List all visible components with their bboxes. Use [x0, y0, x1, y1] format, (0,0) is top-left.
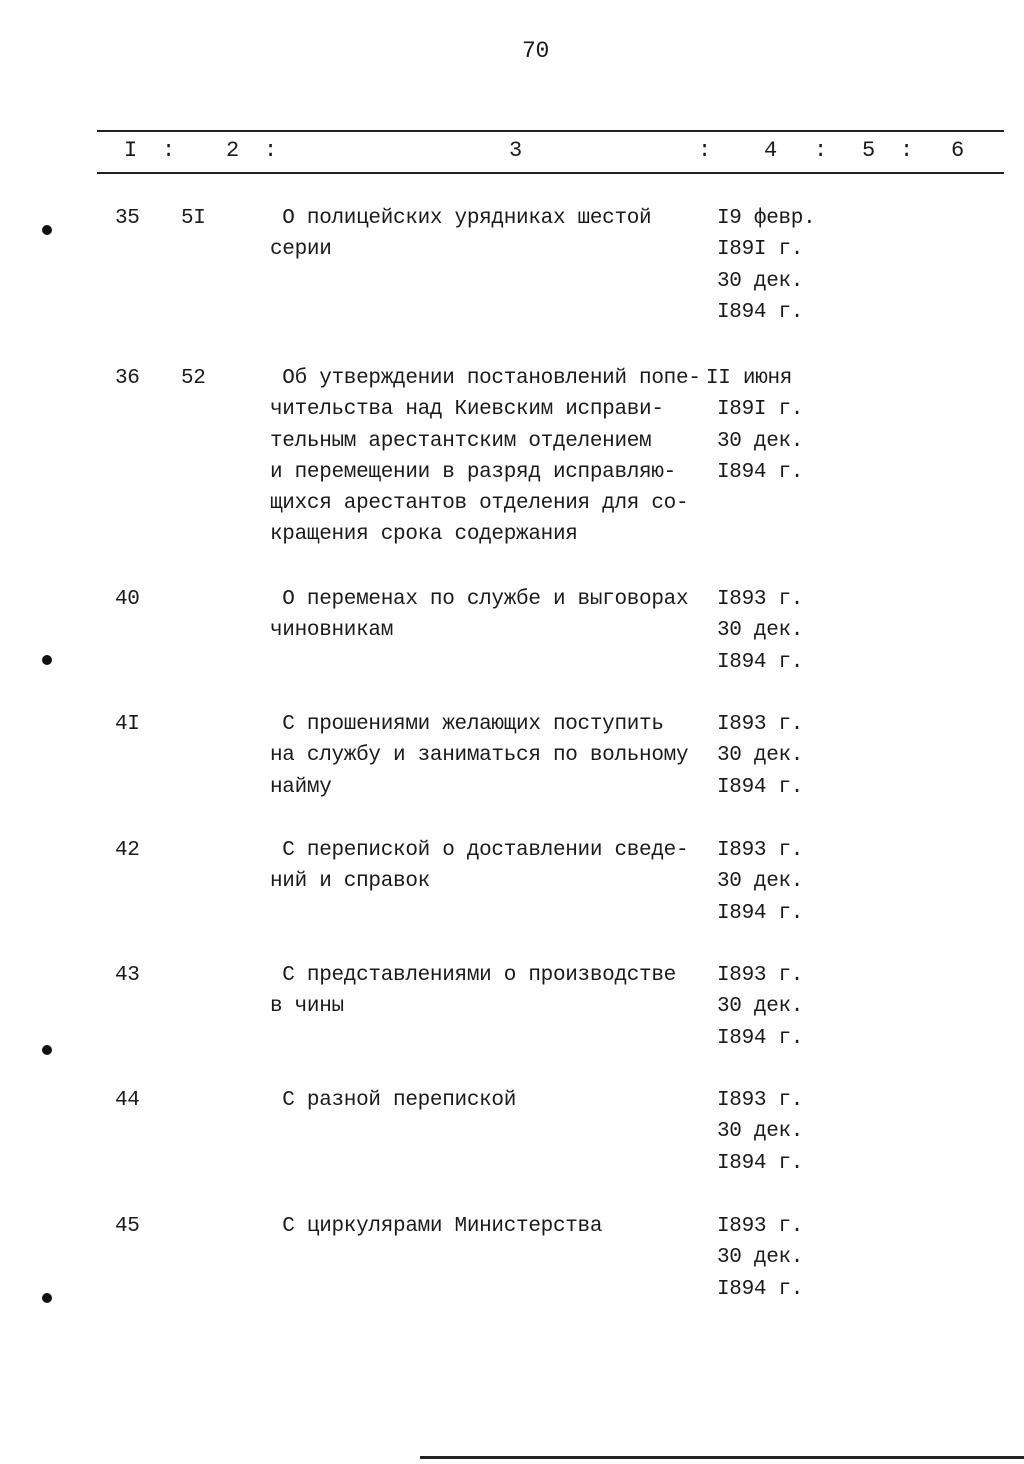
date-line: 30 дек.	[717, 744, 804, 768]
punch-hole-mark	[42, 1293, 52, 1303]
col-separator: :	[814, 138, 828, 163]
title-line: в чины	[270, 995, 344, 1019]
date-line: I894 г.	[717, 775, 804, 799]
col-separator: :	[162, 138, 176, 163]
old-number: 52	[181, 367, 206, 390]
entry-title	[270, 709, 688, 803]
entry-number: 40	[115, 588, 140, 611]
title-line: щихся арестантов отделения для со-	[270, 492, 689, 516]
date-line: I893 г.	[717, 588, 804, 611]
title-line: тельным арестантским отделением	[270, 429, 652, 453]
col-6-header: 6	[951, 138, 965, 163]
title-line: С прошениями желающих поступить	[270, 713, 664, 736]
date-line: 30 дек.	[717, 429, 804, 453]
date-line: I894 г.	[717, 1277, 804, 1301]
entry-number: 43	[115, 964, 140, 987]
col-4-header: 4	[764, 138, 778, 163]
bottom-rule	[420, 1456, 1024, 1459]
old-number: 5I	[181, 207, 206, 230]
title-line: О переменах по службе и выговорах	[270, 588, 689, 611]
title-line: на службу и заниматься по вольному	[270, 744, 689, 768]
header-top-rule	[97, 130, 1004, 132]
col-3-header: 3	[509, 138, 523, 163]
entry-dates	[717, 1211, 803, 1305]
entry-title	[270, 203, 651, 266]
title-line: чительства над Киевским исправи-	[270, 398, 664, 422]
date-line: I894 г.	[717, 460, 804, 484]
entry-number: 36	[115, 367, 140, 390]
punch-hole-mark	[42, 225, 52, 235]
entry-dates	[717, 584, 803, 678]
col-5-header: 5	[862, 138, 876, 163]
title-line: ний и справок	[270, 870, 430, 894]
date-line: I89I г.	[717, 238, 804, 262]
title-line: Об утверждении постановлений попе-	[270, 367, 701, 390]
entry-number: 44	[115, 1089, 140, 1112]
entry-dates	[706, 363, 804, 488]
date-line: 30 дек.	[717, 870, 804, 894]
title-line: С представлениями о производстве	[270, 964, 676, 987]
page-number: 70	[522, 38, 550, 64]
date-line: I894 г.	[717, 650, 804, 674]
entry-dates	[717, 709, 803, 803]
entry-number: 45	[115, 1215, 140, 1238]
entry-title	[270, 835, 688, 898]
date-line: I894 г.	[717, 1151, 804, 1175]
punch-hole-mark	[42, 1045, 52, 1055]
col-separator: :	[264, 138, 278, 163]
col-1-header: I	[124, 138, 138, 163]
title-line: С перепиской о доставлении сведе-	[270, 839, 689, 862]
title-line: О полицейских урядниках шестой	[270, 207, 652, 230]
date-line: I894 г.	[717, 300, 804, 324]
date-line: I893 г.	[717, 839, 804, 862]
date-line: 30 дек.	[717, 1246, 804, 1270]
entry-number: 42	[115, 839, 140, 862]
date-line: 30 дек.	[717, 269, 804, 293]
date-line: I893 г.	[717, 1089, 804, 1112]
entry-dates	[717, 835, 803, 929]
date-line: I89I г.	[717, 398, 804, 422]
col-separator: :	[698, 138, 712, 163]
punch-hole-mark	[42, 655, 52, 665]
date-line: II июня	[706, 367, 793, 390]
title-line: С циркулярами Министерства	[270, 1215, 603, 1238]
entry-dates	[717, 960, 803, 1054]
entry-number: 4I	[115, 713, 140, 736]
title-line: кращения срока содержания	[270, 523, 578, 547]
entry-title	[270, 1085, 516, 1116]
header-bottom-rule	[97, 172, 1004, 174]
date-line: I9 февр.	[717, 207, 816, 230]
title-line: серии	[270, 238, 332, 262]
date-line: I894 г.	[717, 1026, 804, 1050]
title-line: С разной перепиской	[270, 1089, 517, 1112]
entry-dates	[717, 1085, 803, 1179]
entry-title	[270, 363, 701, 551]
title-line: найму	[270, 775, 332, 799]
date-line: 30 дек.	[717, 619, 804, 643]
entry-title	[270, 960, 676, 1023]
date-line: 30 дек.	[717, 995, 804, 1019]
date-line: 30 дек.	[717, 1120, 804, 1144]
title-line: чиновникам	[270, 619, 394, 643]
col-2-header: 2	[226, 138, 240, 163]
title-line: и перемещении в разряд исправляю-	[270, 460, 676, 484]
entry-title	[270, 584, 688, 647]
entry-number: 35	[115, 207, 140, 230]
date-line: I893 г.	[717, 964, 804, 987]
date-line: I894 г.	[717, 901, 804, 925]
col-separator: :	[900, 138, 914, 163]
date-line: I893 г.	[717, 713, 804, 736]
entry-title	[270, 1211, 602, 1242]
date-line: I893 г.	[717, 1215, 804, 1238]
entry-dates	[717, 203, 815, 328]
